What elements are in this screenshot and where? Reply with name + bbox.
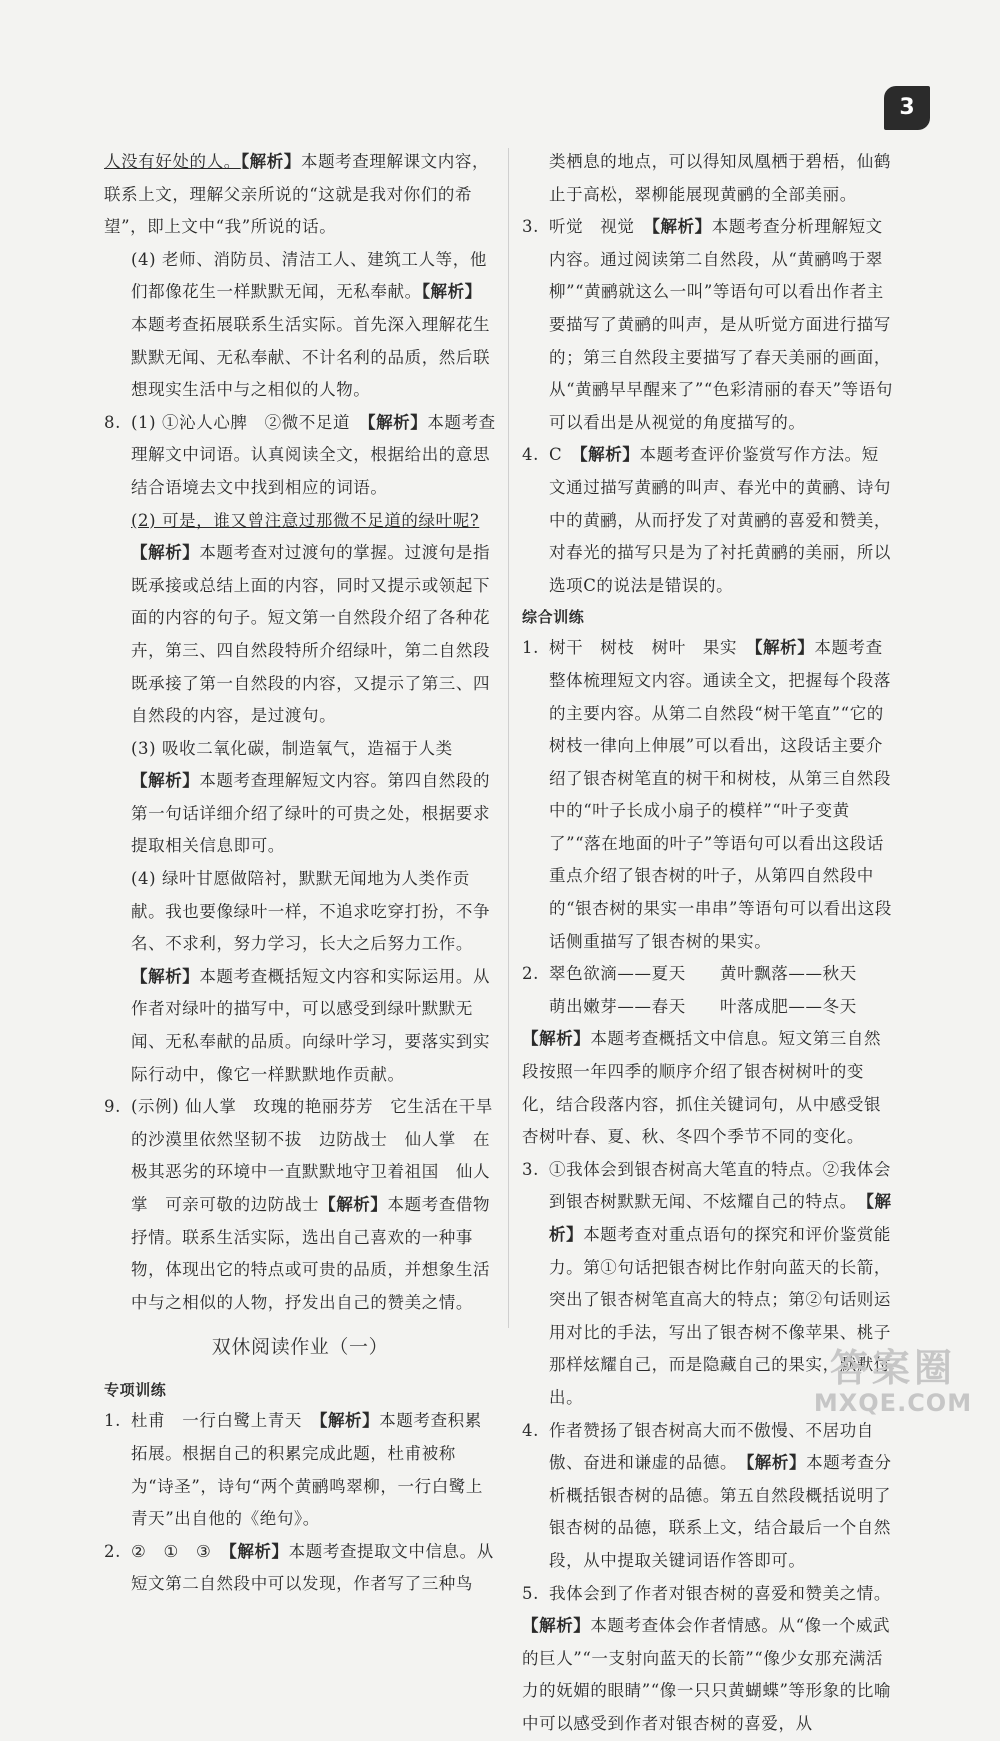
question-8 [104, 407, 496, 1091]
question-number: 3. [522, 1159, 539, 1179]
analysis-tag: 【解析】 [131, 543, 200, 563]
text-segment: ①我体会到银杏树高大笔直的特点。②我体会到银杏树默默无闻、不炫耀自己的特点。 [549, 1159, 891, 1212]
question-number: 5. [522, 1583, 539, 1603]
analysis-tag: 【解析】 [367, 412, 428, 432]
analysis-tag: 【解析】 [228, 1541, 289, 1561]
special-question-2 [104, 1536, 496, 1601]
text-segment: 听觉 视觉 [549, 217, 652, 237]
question-number: 3. [522, 217, 539, 237]
text-segment: 本题考查对重点语句的探究和评价鉴赏能力。第①句话把银杏树比作射向蓝天的长箭，突出了银杏树笔直高大的特点；第②句话则运用对比的手法，写出了银杏树不像苹果、桃子那样炫耀自己，而是隐藏自己的果实，默默付出。 [549, 1225, 892, 1407]
analysis-tag: 【解析】 [651, 217, 712, 237]
analysis-tag: 【解析】 [522, 1029, 591, 1049]
question-number: 1. [522, 638, 539, 658]
right-column [522, 146, 894, 1741]
analysis-tag: 【解析】 [131, 771, 200, 791]
q8-part-3-answer: (3) 吸收二氧化碳，制造氧气，造福于人类 [131, 738, 453, 758]
question-9 [104, 1091, 496, 1319]
text-segment: ② ① ③ [131, 1541, 229, 1561]
question-number: 1. [104, 1411, 121, 1431]
text-segment: 本题考查理解文中词语。认真阅读全文，根据给出的意思结合语境去文中找到相应的词语。 [131, 412, 496, 497]
answer-part-4 [104, 244, 496, 407]
text-segment: 本题考查对过渡句的掌握。过渡句是指既承接或总结上面的内容，同时又提示或领起下面的内容的句子。短文第一自然段介绍了各种花卉，第三、四自然段特所介绍绿叶，第二自然段既承接了第一自然段的内容，又提示了第三、四自然段的内容，是过渡句。 [131, 543, 491, 726]
subsection-title: 综合训练 [522, 608, 585, 627]
special-2-answer [131, 1536, 496, 1601]
comprehensive-question-1 [522, 632, 894, 958]
comprehensive-question-5 [522, 1578, 894, 1611]
answer-continuation: 类栖息的地点，可以得知凤凰栖于碧梧，仙鹤止于高松，翠柳能展现黄鹂的全部美丽。 [549, 152, 891, 204]
question-number: 8. [104, 412, 121, 432]
answer-continuation [104, 146, 496, 244]
text-segment: 本题考查提取文中信息。从短文第二自然段中可以发现，作者写了三种鸟 [131, 1541, 494, 1594]
q8-part-2-analysis [131, 537, 496, 733]
text-segment: 本题考查评价鉴赏写作方法。短文通过描写黄鹂的叫声、春光中的黄鹂、诗句中的黄鹂，从而抒发了对黄鹂的喜爱和赞美，对春光的描写只是为了衬托黄鹂的美丽，所以选项C的说法是错误的。 [549, 445, 891, 595]
q8-part-3-analysis [131, 765, 496, 863]
text-segment: 本题考查分析理解短文内容。通过阅读第二自然段，从“黄鹂鸣于翠柳”“黄鹂就这么一叫”等语句可以看出作者主要描写了黄鹂的叫声，是从听觉方面进行描写的；第三自然段主要描写了春天美丽的画面，从“黄鹂早早醒来了”“色彩清丽的春天”等语句可以看出是从视觉的角度描写的。 [549, 217, 893, 432]
q8-part-4-answer: (4) 绿叶甘愿做陪衬，默默无闻地为人类作贡献。我也要像绿叶一样，不追求吃穿打扮，不争名、不求利，努力学习，长大之后努力工作。 [131, 869, 491, 954]
analysis-tag: 【解析】 [319, 1195, 388, 1214]
watermark-url: MXQE.COM [813, 1389, 973, 1417]
site-watermark [808, 1346, 978, 1416]
special-question-3 [522, 211, 894, 439]
comprehensive-question-2 [522, 958, 894, 1023]
underlined-answer: 人没有好处的人。 [104, 152, 241, 171]
text-segment: 本题考查分析概括银杏树的品德。第五自然段概括说明了银杏树的品德，联系上文，结合最后一个自然段，从中提取关键词语作答即可。 [549, 1453, 892, 1570]
comprehensive-1-answer [549, 632, 894, 958]
text-segment: 本题考查积累拓展。根据自己的积累完成此题，杜甫被称为“诗圣”，诗句“两个黄鹂鸣翠柳，一行白鹭上青天”出自他的《绝句》。 [131, 1411, 484, 1529]
q9-answer [131, 1091, 496, 1319]
left-column [104, 146, 496, 1601]
analysis-tag: 【解析】 [522, 1616, 591, 1636]
analysis-tag: 【解析】 [754, 638, 815, 658]
column-divider [508, 148, 509, 1328]
text-segment: 本题考查整体梳理短文内容。通读全文，把握每个段落的主要内容。从第二自然段“树干笔直”“它的树枝一律向上伸展”可以看出，这段话主要介绍了银杏树笔直的树干和树枝，从第三自然段中的“叶子长成小扇子的模样”“叶子变黄了”“落在地面的叶子”等语句可以看出这段话重点介绍了银杏树的叶子，从第四自然段中的“银杏树的果实一串串”等语句可以看出这段话侧重描写了银杏树的果实。 [549, 638, 892, 951]
text-segment: 本题考查理解课文内容，联系上文，理解父亲所说的“这就是我对你们的希望”，即上文中“我”所说的话。 [104, 152, 490, 237]
special-3-answer [549, 211, 894, 439]
q8-part-1 [131, 407, 496, 505]
analysis-tag: 【解析】 [579, 445, 640, 465]
text-segment: 本题考查概括短文内容和实际运用。从作者对绿叶的描写中，可以感受到绿叶默默无闻、无私奉献的品质。向绿叶学习，要落实到实际行动中，像它一样默默地作贡献。 [131, 966, 491, 1084]
text-segment: 作者赞扬了银杏树高大而不傲慢、不居功自傲、奋进和谦虚的品德。 [549, 1420, 874, 1473]
text-segment: 树干 树枝 树叶 果实 [549, 638, 755, 658]
analysis-tag: 【解析】 [131, 966, 200, 986]
question-number: 9. [104, 1097, 121, 1117]
watermark-logo-text: 答案圈 [829, 1346, 956, 1390]
comprehensive-2-line-1: 翠色欲滴——夏天 黄叶飘落——秋天 [549, 964, 857, 984]
text-segment: 杜甫 一行白鹭上青天 [131, 1411, 320, 1431]
analysis-tag: 【解析】 [745, 1453, 807, 1473]
comprehensive-5-answer: 我体会到了作者对银杏树的喜爱和赞美之情。 [549, 1583, 891, 1603]
text-segment: 本题考查理解短文内容。第四自然段的第一句话详细介绍了绿叶的可贵之处，根据要求提取相关信息即可。 [131, 771, 491, 856]
comprehensive-5-analysis [522, 1610, 894, 1740]
comprehensive-2-line-2: 萌出嫩芽——春天 叶落成肥——冬天 [549, 996, 857, 1016]
analysis-tag: 【解析】 [421, 282, 482, 302]
subsection-title: 专项训练 [104, 1381, 167, 1400]
comprehensive-4-answer [549, 1415, 894, 1578]
text-segment: 本题考查体会作者情感。从“像一个威武的巨人”“一支射向蓝天的长箭”“像少女那充满活力的妩媚的眼睛”“像一只只黄蝴蝶”等形象的比喻中可以感受到作者对银杏树的喜爱，从 [522, 1616, 892, 1733]
text-segment: 本题考查概括文中信息。短文第三自然段按照一年四季的顺序介绍了银杏树树叶的变化，结合段落内容，抓住关键词句，从中感受银杏树叶春、夏、秋、冬四个季节不同的变化。 [522, 1029, 882, 1147]
q8-part-2-answer: (2) 可是，谁又曾注意过那微不足道的绿叶呢? [131, 510, 480, 530]
text-segment: (4) 老师、消防员、清洁工人、建筑工人等，他们都像花生一样默默无闻，无私奉献。 [131, 249, 487, 302]
comprehensive-2-analysis [522, 1023, 894, 1153]
page-number-badge: 3 [884, 86, 930, 130]
text-segment: 本题考查拓展联系生活实际。首先深入理解花生默默无闻、无私奉献、不计名利的品质，然后联想现实生活中与之相似的人物。 [131, 314, 491, 400]
comprehensive-question-4 [522, 1415, 894, 1578]
question-number: 2. [522, 964, 539, 984]
question-number: 4. [522, 445, 539, 465]
special-4-answer [549, 439, 894, 602]
analysis-tag: 【解析】 [240, 152, 301, 171]
analysis-tag: 【解析】 [319, 1411, 380, 1431]
special-question-4 [522, 439, 894, 602]
analysis-tag: 【解析】 [549, 1192, 892, 1244]
question-number: 4. [522, 1420, 539, 1440]
text-segment: (示例) 仙人掌 玫瑰的艳丽芬芳 它生活在干旱的沙漠里依然坚韧不拔 边防战士 仙人掌 在极其恶劣的环境中一直默默地守卫着祖国 仙人掌 可亲可敬的边防战士 [131, 1097, 493, 1214]
q8-part-4-analysis [131, 961, 496, 1091]
text-segment: (1) ①沁人心脾 ②微不足道 [131, 412, 368, 432]
text-segment: 本题考查借物抒情。联系生活实际，选出自己喜欢的一种事物，体现出它的特点或可贵的品质，并想象生活中与之相似的人物，抒发出自己的赞美之情。 [131, 1195, 491, 1312]
section-title: 双休阅读作业（一） [211, 1336, 389, 1359]
question-number: 2. [104, 1541, 121, 1561]
text-segment: C [549, 445, 580, 465]
